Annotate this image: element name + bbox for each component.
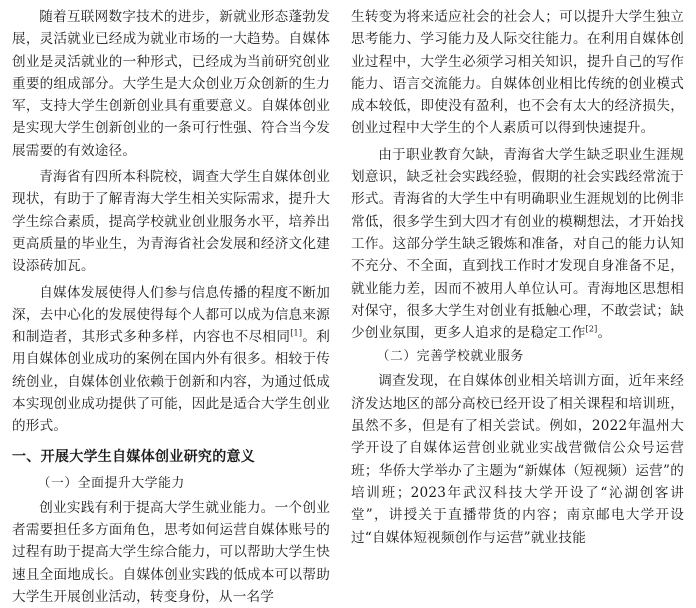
continuation-paragraph: 生转变为将来适应社会的社会人；可以提升大学生独立思考能力、学习能力及人际交往能力。在利用自媒体创业过程中，大学生必须学习相关知识，提升自己的写作能力、语言交流能力。自媒体创业相比传统的创业模式成本较低，即使没有盈利，也不会有太大的经济损失，创业过程中大学生的个人素质可以得到快速提升。 — [351, 9, 684, 137]
right-column — [351, 6, 684, 549]
ability-paragraph: 创业实践有利于提高大学生就业能力。一个创业者需要担任多方面角色，思考如何运营自媒体账号的过程有助于提高大学生综合能力，可以帮助大学生快速且全面地成长。自媒体创业实践的低成本可以帮助大学生开展创业活动，转变身份，从一名学 — [12, 499, 330, 605]
self-media-paragraph — [12, 282, 330, 438]
career-text-b: 。 — [597, 325, 612, 342]
section-heading: 一、开展大学生自媒体创业研究的意义 — [12, 448, 256, 465]
intro-paragraph: 随着互联网数字技术的进步，新就业形态蓬勃发展，灵活就业已经成为就业市场的一大趋势。自媒体创业是灵活就业的一种形式，已经成为当前研究创业重要的组成部分。大学生是大众创业万众创新的生力军，支持大学生创新创业具有重要意义。自媒体创业是实现大学生创新创业的一条可行性强、符合当今发展需要的有效途径。 — [12, 9, 330, 159]
self-media-text-b: 。利用自媒体创业成功的案例在国内外有很多。相较于传统创业，自媒体创业依赖于创新和内容，为通过低成本实现创业成功提供了可能，因此是适合大学生创业的形式。 — [12, 329, 330, 435]
self-media-text-a: 自媒体发展使得人们参与信息传播的程度不断加深，去中心化的发展使得每个人都可以成为信息来源和制造者，其形式多种多样，内容也不尽相同 — [12, 284, 330, 346]
career-text-a: 由于职业教育欠缺，青海省大学生缺乏职业生涯规划意识，缺乏社会实践经验，假期的社会实践经常流于形式。青海省的大学生中有明确职业生涯规划的比例非常低，很多学生到大四才有创业的模糊想法，才开始找工作。这部分学生缺乏锻炼和准备，对自己的能力认知不充分、不全面，直到找工作时才发现自身准备不足，就业能力差，因而不被用人单位认可。青海地区思想相对保守，很多大学生对创业有抵触心理，不敢尝试；缺少创业氛围，更多人追求的是稳定工作 — [351, 146, 684, 342]
career-education-paragraph — [351, 144, 684, 345]
subsection-heading-1: （一）全面提升大学能力 — [37, 475, 185, 491]
subsection-heading-2: （二）完善学校就业服务 — [376, 349, 524, 365]
training-paragraph: 调查发现，在自媒体创业相关培训方面，近年来经济发达地区的部分高校已经开设了相关课程和培训班，虽然不多，但是有了相关尝试。例如，2022年温州大学开设了自媒体运营创业就业实战营微信公众号运营班；华侨大学举办了主题为“新媒体（短视频）运营”的培训班；2023年武汉科技大学开设了“沁湖创客讲堂”，讲授关于直播带货的内容；南京邮电大学开设过“自媒体短视频创作与运营”就业技能 — [351, 373, 684, 546]
citation-2: [2] — [585, 324, 598, 334]
qinghai-paragraph: 青海省有四所本科院校，调查大学生自媒体创业现状，有助于了解青海大学生相关实际需求，提升大学生综合素质，提高学校就业创业服务水平，培养出更高质量的毕业生，为青海省社会发展和经济文化建设添砖加瓦。 — [12, 169, 330, 275]
left-column — [12, 6, 330, 608]
citation-1: [1] — [290, 328, 303, 338]
